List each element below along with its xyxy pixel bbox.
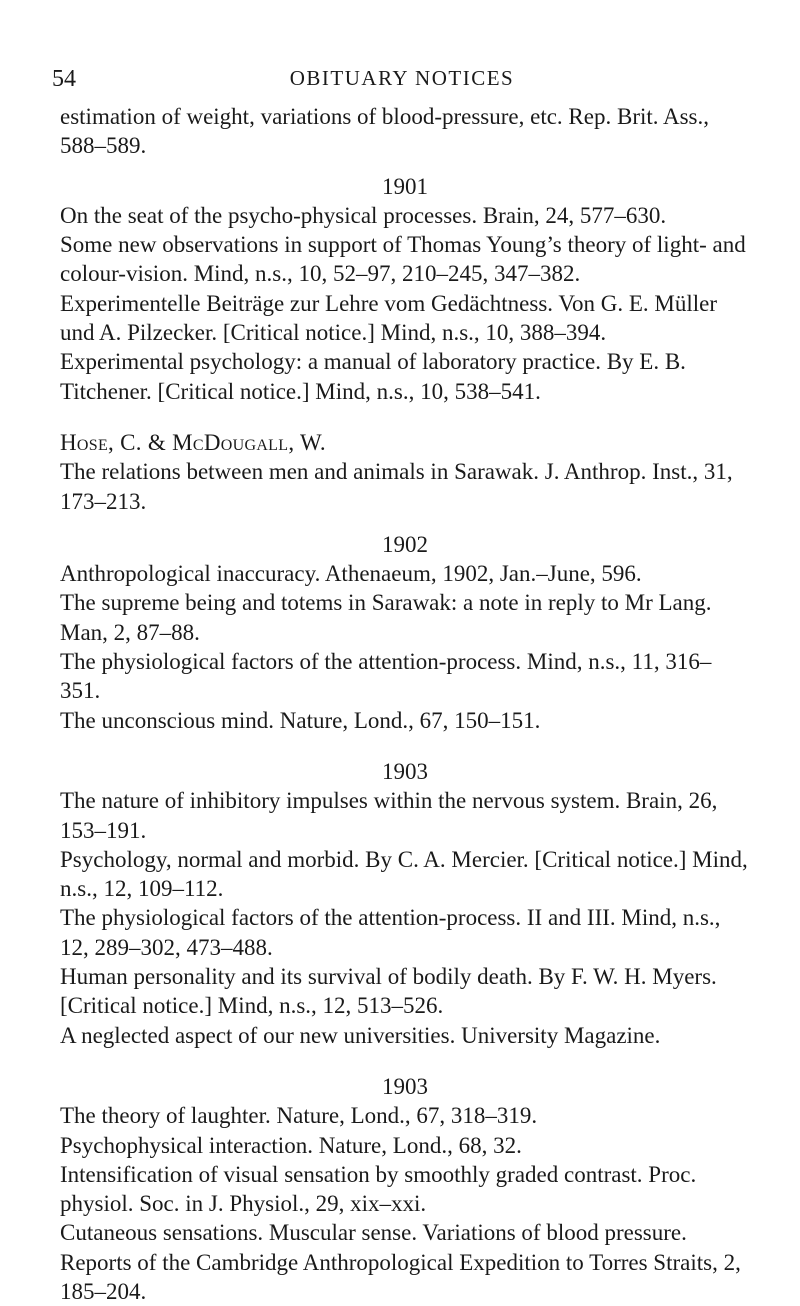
bibliography-entry: Some new observations in support of Thomas Young’s theory of light- and colour-vision. Mind, n.s., 10, 52–97, 210–245, 347–382. bbox=[60, 232, 746, 287]
bibliography-entry: Human personality and its survival of bodily death. By F. W. H. Myers. [Critical notice.] Mind, n.s., 12, 513–526. bbox=[60, 964, 717, 1019]
bibliography-entry: Experimentelle Beiträge zur Lehre vom Gedächtness. Von G. E. Müller und A. Pilzecker. [Critical notice.] Mind, n.s., 10, 388–394. bbox=[60, 290, 718, 346]
year-heading: 1903 bbox=[382, 758, 428, 784]
bibliography-entry: Experimental psychology: a manual of laboratory practice. By E. B. Titchener. [Critical notice.] Mind, n.s., 10, 538–541. bbox=[60, 349, 686, 404]
year-heading: 1902 bbox=[382, 531, 428, 557]
page-number: 54 bbox=[52, 66, 76, 92]
entry-text: estimation of weight, variations of blood-pressure, etc. Rep. Brit. Ass., 588–589. bbox=[60, 104, 709, 159]
year-heading: 1903 bbox=[382, 1073, 428, 1099]
bibliography-entry: The relations between men and animals in Sarawak. J. Anthrop. Inst., 31, 173–213. bbox=[60, 459, 733, 514]
continuation-entry bbox=[60, 102, 750, 161]
bibliography-entry: The nature of inhibitory impulses within the nervous system. Brain, 26, 153–191. bbox=[60, 788, 718, 843]
bibliography-entry: Cutaneous sensations. Muscular sense. Variations of blood pressure. Reports of the Cambridge Anthropological Expedition to Torres Straits, 2, 185–204. bbox=[60, 1220, 741, 1304]
bibliography-entry: The unconscious mind. Nature, Lond., 67, 150–151. bbox=[60, 707, 541, 733]
bibliography-entry: Psychology, normal and morbid. By C. A. Mercier. [Critical notice.] Mind, n.s., 12, 109–112. bbox=[60, 846, 748, 902]
bibliography bbox=[60, 102, 750, 1306]
bibliography-entry: On the seat of the psycho-physical processes. Brain, 24, 577–630. bbox=[60, 202, 667, 228]
running-head bbox=[52, 66, 752, 102]
bibliography-entry: The theory of laughter. Nature, Lond., 67, 318–319. bbox=[60, 1103, 538, 1129]
author-heading: Hose, C. & McDougall, W. bbox=[60, 429, 326, 455]
bibliography-entry: Intensification of visual sensation by smoothly graded contrast. Proc. physiol. Soc. in J. Physiol., 29, xix–xxi. bbox=[60, 1161, 697, 1217]
bibliography-entry: The supreme being and totems in Sarawak: a note in reply to Mr Lang. Man, 2, 87–88. bbox=[60, 590, 712, 645]
year-heading: 1901 bbox=[382, 173, 428, 199]
page-title: OBITUARY NOTICES bbox=[289, 66, 515, 90]
bibliography-entry: Anthropological inaccuracy. Athenaeum, 1902, Jan.–June, 596. bbox=[60, 561, 642, 587]
bibliography-entry: The physiological factors of the attention-process. Mind, n.s., 11, 316–351. bbox=[60, 649, 712, 704]
bibliography-entry: A neglected aspect of our new universities. University Magazine. bbox=[60, 1022, 661, 1048]
bibliography-entry: The physiological factors of the attention-process. II and III. Mind, n.s., 12, 289–302, 473–488. bbox=[60, 905, 721, 960]
bibliography-entry: Psychophysical interaction. Nature, Lond., 68, 32. bbox=[60, 1132, 522, 1158]
